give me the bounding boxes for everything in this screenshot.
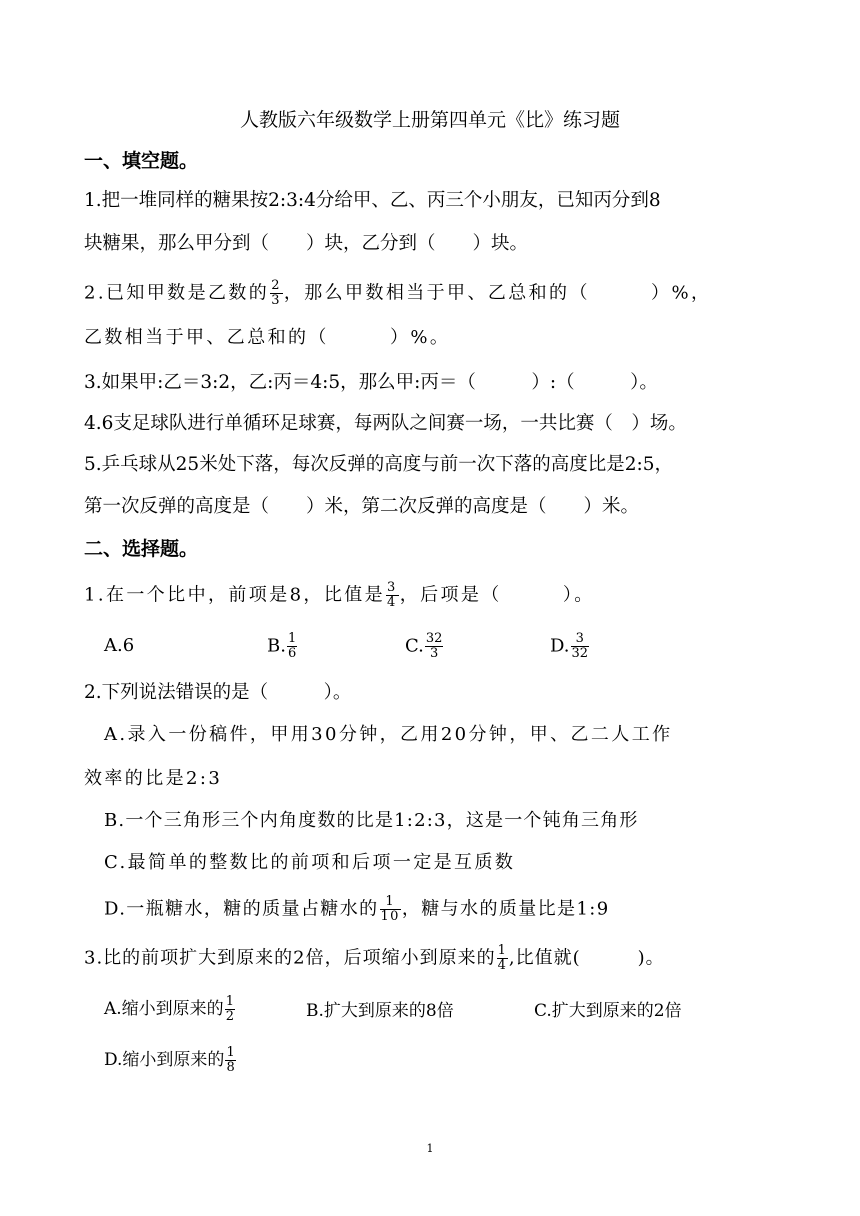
option-d-text-b: ，糖与水的质量比是1:9 [401, 898, 610, 920]
fraction-numerator: 1 [287, 631, 297, 646]
question-4: 4.6支足球队进行单循环足球赛，每两队之间赛一场，一共比赛（ ）场。 [84, 413, 687, 434]
fraction-denominator: 32 [571, 646, 589, 661]
option-b-label: B. [267, 635, 286, 657]
fraction-numerator: 3 [575, 631, 584, 646]
option-d-text-a: D.一瓶糖水，糖的质量占糖水的 [104, 898, 379, 920]
fraction-denominator: 6 [287, 646, 297, 661]
document-title: 人教版六年级数学上册第四单元《比》练习题 [239, 109, 620, 131]
fraction-three-thirty-seconds [571, 632, 590, 661]
question-5-line-2: 第一次反弹的高度是（ ）米，第二次反弹的高度是（ ）米。 [84, 496, 640, 517]
fraction-one-eighth [225, 1046, 235, 1075]
option-a: A.6 [104, 635, 135, 656]
fraction-thirty-two-thirds [425, 632, 444, 661]
choice-question-3 [84, 944, 665, 973]
fraction-denominator: 2 [225, 1009, 234, 1024]
option-b [267, 632, 298, 661]
choice-question-1-text-a: 1.在一个比中，前项是8，比值是 [84, 584, 386, 606]
fraction-denominator: 8 [226, 1060, 235, 1075]
question-5-line-1: 5.乒乓球从25米处下落，每次反弹的高度与前一次下落的高度比是2:5， [84, 454, 673, 475]
choice-question-3-option-c: C.扩大到原来的2倍 [534, 1001, 682, 1021]
fraction-numerator: 32 [425, 631, 443, 646]
option-a-text: A.缩小到原来的 [104, 999, 224, 1019]
choice-question-2-option-d [104, 895, 610, 924]
fraction-two-thirds [270, 279, 283, 308]
question-1-line-2: 块糖果，那么甲分到（ ）块，乙分到（ ）块。 [84, 233, 529, 254]
question-3: 3.如果甲:乙＝3:2，乙:丙＝4:5，那么甲:丙＝（ ）:（ ）。 [84, 372, 658, 393]
choice-question-3-option-b: B.扩大到原来的8倍 [306, 1001, 454, 1021]
fraction-numerator: 2 [271, 278, 282, 293]
question-2-line-1 [84, 279, 711, 308]
choice-question-2-option-b: B.一个三角形三个内角度数的比是1:2:3，这是一个钝角三角形 [104, 810, 639, 831]
choice-question-2: 2.下列说法错误的是（ ）。 [84, 682, 352, 703]
fraction-one-sixth [287, 632, 297, 661]
choice-question-3-text-b: ,比值就( )。 [508, 947, 665, 969]
fraction-numerator: 1 [497, 943, 507, 958]
question-2-line-2: 乙数相当于甲、乙总和的（ ）%。 [84, 327, 451, 348]
choice-question-1 [84, 581, 595, 610]
section-heading-choice: 二、选择题。 [84, 538, 199, 560]
fraction-three-fourths [386, 581, 399, 610]
choice-question-3-option-d [104, 1046, 237, 1075]
fraction-numerator: 1 [385, 894, 396, 909]
option-d-label: D. [550, 635, 570, 657]
option-c [405, 632, 444, 661]
fraction-denominator: 4 [387, 595, 398, 610]
option-d-text: D.缩小到原来的 [104, 1050, 225, 1070]
choice-question-1-text-b: ，后项是（ ）。 [399, 584, 595, 606]
option-d [550, 632, 590, 661]
fraction-one-tenth [380, 895, 401, 924]
choice-question-2-option-a-line-2: 效率的比是2:3 [84, 768, 223, 789]
fraction-denominator: 3 [425, 646, 444, 661]
fraction-denominator: 10 [380, 909, 400, 924]
fraction-one-fourth [497, 944, 508, 973]
question-2-text-b: ，那么甲数相当于甲、乙总和的（ ）%， [283, 282, 712, 304]
question-1-line-1: 1.把一堆同样的糖果按2:3:4分给甲、乙、丙三个小朋友，已知丙分到8 [84, 190, 661, 211]
choice-question-2-option-a-line-1: A.录入一份稿件，甲用30分钟，乙用20分钟，甲、乙二人工作 [104, 724, 673, 745]
fraction-denominator: 3 [271, 293, 282, 308]
option-c-label: C. [405, 635, 424, 657]
fraction-numerator: 1 [226, 1045, 235, 1060]
choice-question-3-option-a [104, 995, 236, 1024]
choice-question-2-option-c: C.最简单的整数比的前项和后项一定是互质数 [104, 852, 516, 873]
fraction-numerator: 1 [225, 994, 234, 1009]
fraction-one-half [225, 995, 235, 1024]
fraction-denominator: 4 [497, 958, 507, 973]
section-heading-fill-blank: 一、填空题。 [84, 150, 199, 172]
choice-question-3-text-a: 3.比的前项扩大到原来的2倍，后项缩小到原来的 [84, 947, 496, 969]
fraction-numerator: 3 [387, 580, 398, 595]
question-2-text-a: 2.已知甲数是乙数的 [84, 282, 270, 304]
page-number: 1 [426, 1142, 434, 1155]
